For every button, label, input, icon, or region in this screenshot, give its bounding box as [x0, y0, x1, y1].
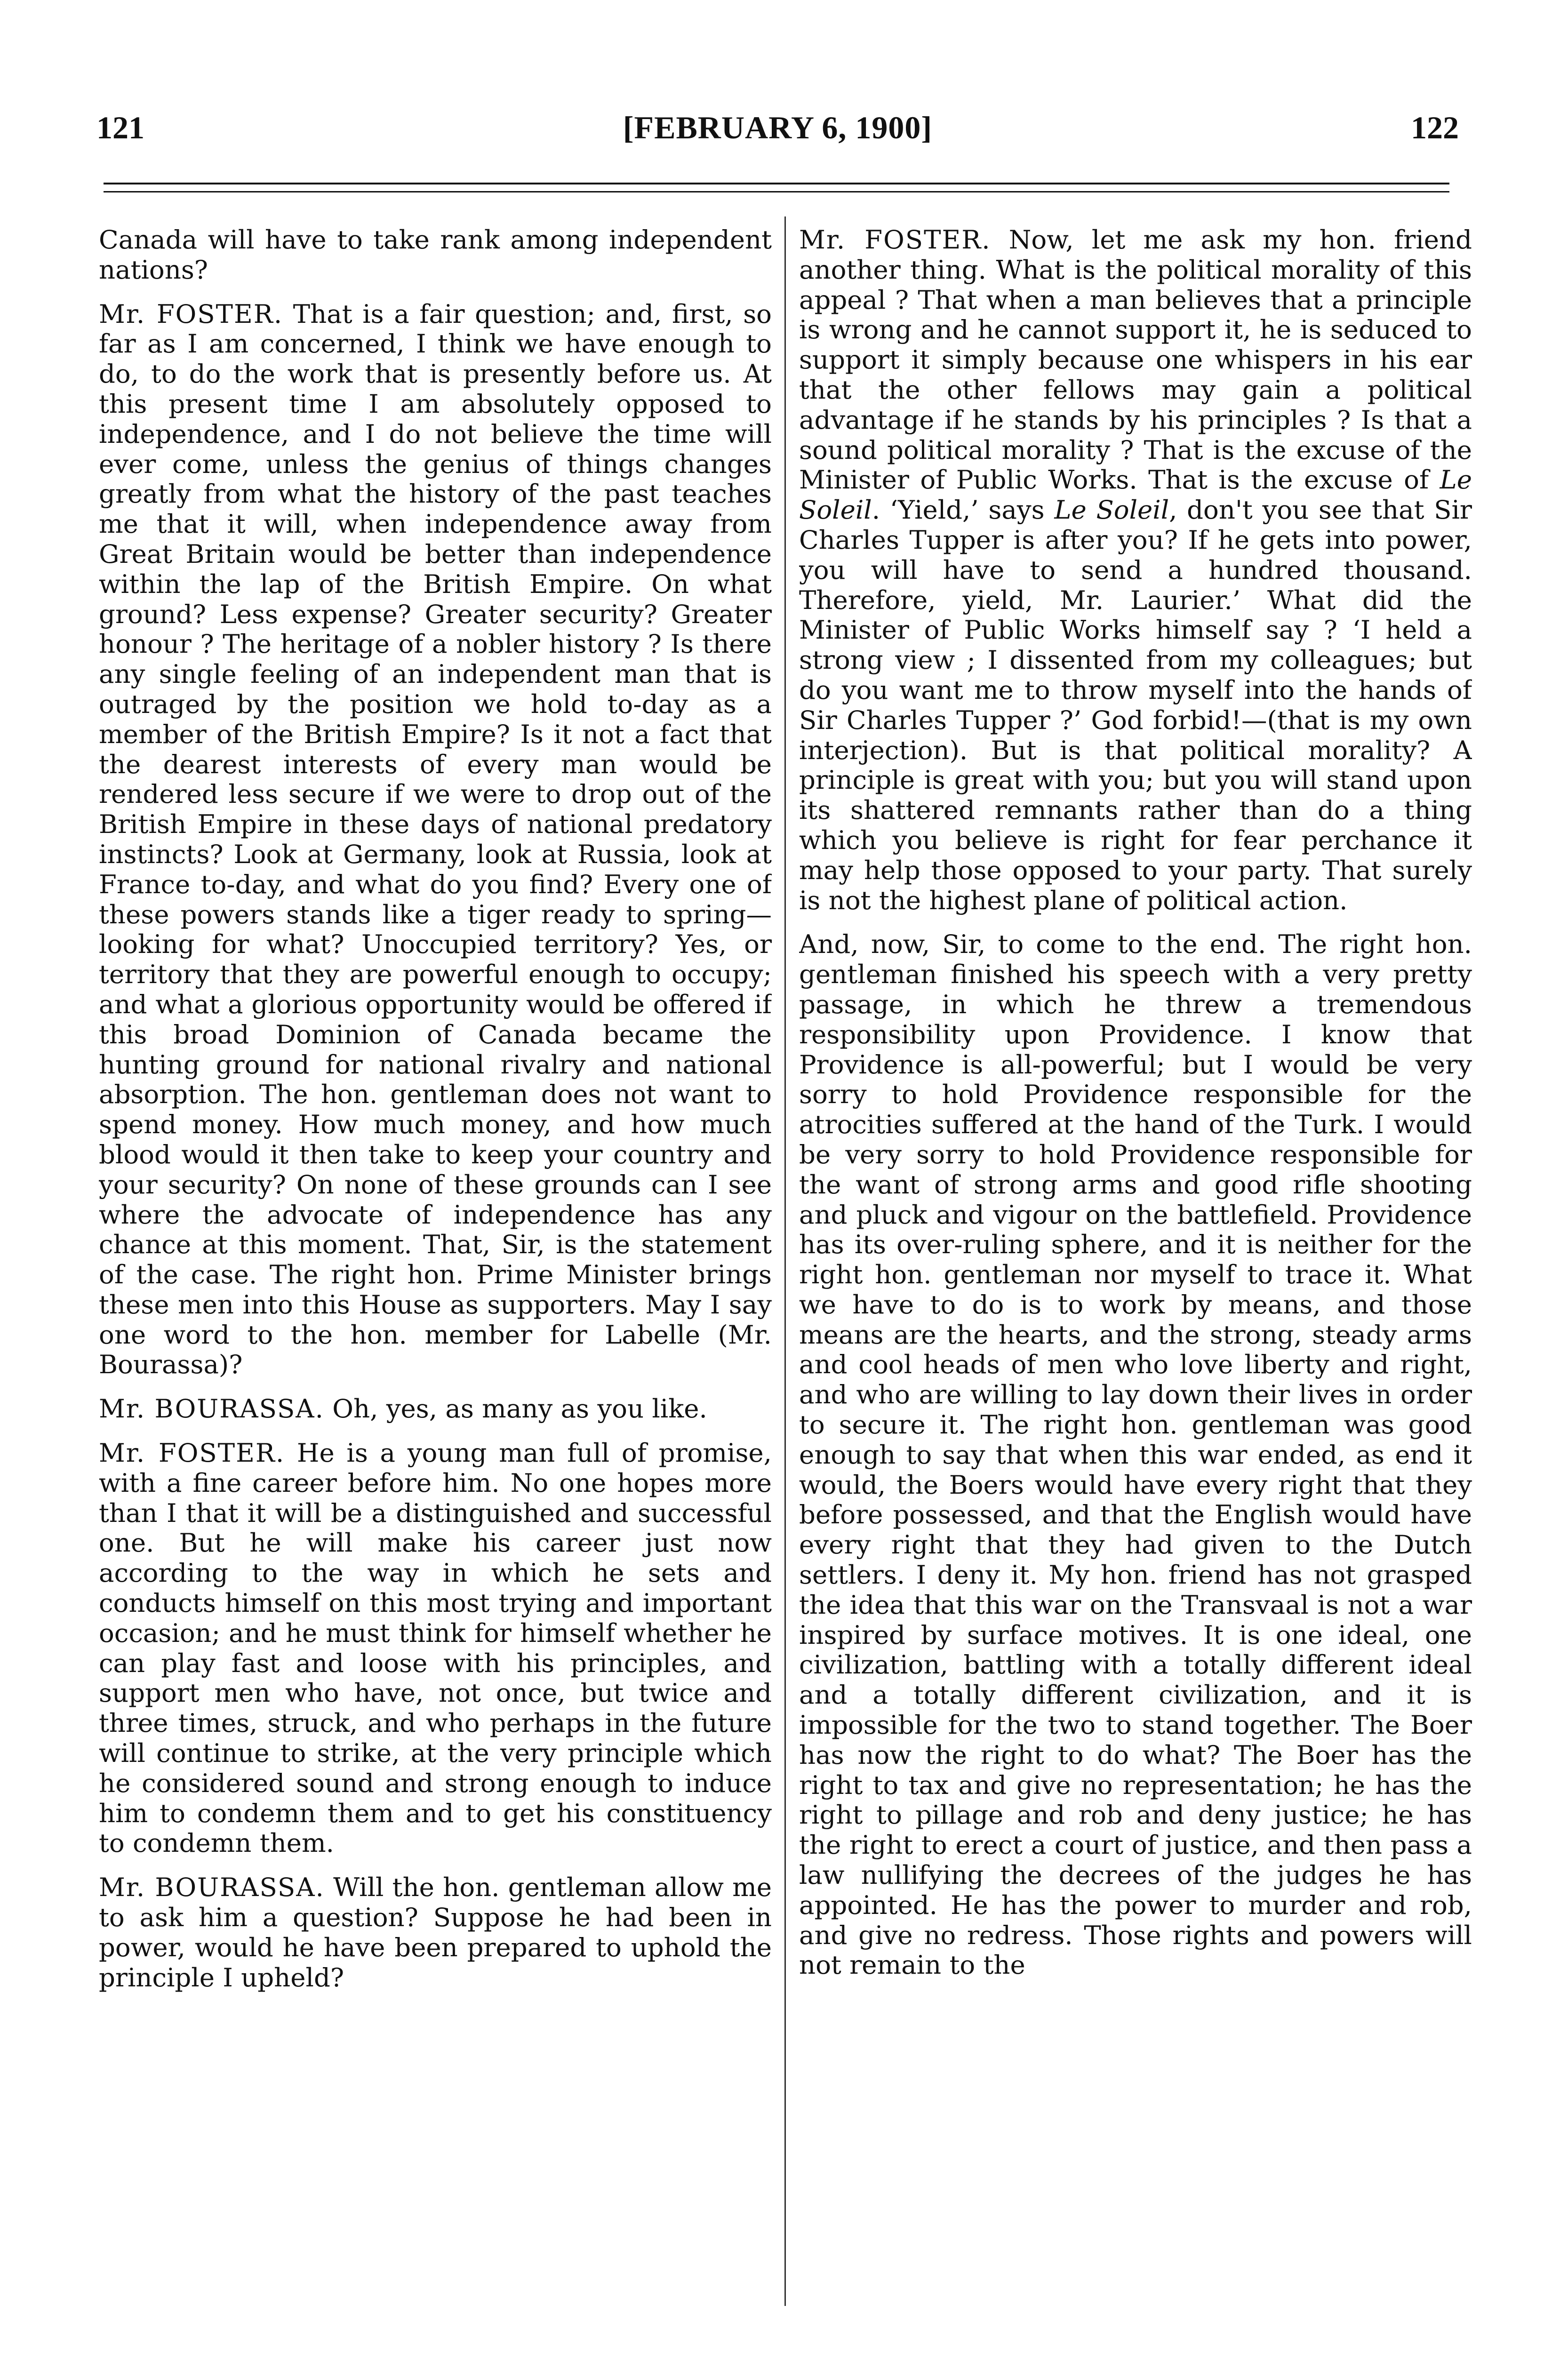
paragraph — [99, 225, 772, 285]
right-column — [799, 225, 1472, 2305]
speaker-name: Mr. FOSTER. — [799, 225, 991, 255]
paragraph-text: Canada will have to take rank among independent nations? — [99, 225, 772, 285]
paragraph-text: Will the hon. gentleman allow me to ask him a question? Suppose he had been in power, would he have been prepared to uphold the principle I upheld? — [99, 1872, 772, 1993]
speaker-name: Mr. BOURASSA. — [99, 1393, 324, 1424]
column-divider — [784, 216, 786, 2306]
header-rule-bottom — [104, 191, 1449, 192]
page-number-left: 121 — [96, 110, 144, 145]
paragraph — [99, 299, 772, 1380]
paragraph-text: That is a fair question; and, first, so far as I am concerned, I think we have enough to do, to do the work that is presently before us. At this present time I am absolutely opposed to independence, and I do not believe the time will ever come, unless the genius of things changes greatly from what the history of the past teaches me that it will, when independence away from Great Britain would be better than independence within the lap of the British Empire. On what ground? Less expense? Greater security? Greater honour ? The heritage of a nobler history ? Is there any single feeling of an independent man that is outraged by the position we hold to-day as a member of the British Empire? Is it not a fact that the dearest interests of every man would be rendered less secure if we were to drop out of the British Empire in these days of national predatory instincts? Look at Germany, look at Russia, look at France to-day, and what do you find? Every one of these powers stands like a tiger ready to spring—looking for what? Unoccupied territory? Yes, or territory that they are powerful enough to occupy; and what a glorious opportunity would be offered if this broad Dominion of Canada became the hunting ground for national rivalry and national absorption. The hon. gentleman does not want to spend money. How much money, and how much blood would it then take to keep your country and your security? On none of these grounds can I see where the advocate of independence has any chance at this moment. That, Sir, is the statement of the case. The right hon. Prime Minister brings these men into this House as supporters. May I say one word to the hon. member for Labelle (Mr. Bourassa)? — [99, 298, 772, 1380]
newspaper-name: Le Soleil — [799, 464, 1472, 525]
speaker-name: Mr. BOURASSA. — [99, 1872, 325, 1903]
paragraph — [99, 1438, 772, 1858]
paragraph-text: Oh, yes, as many as you like. — [324, 1393, 707, 1424]
newspaper-name: Le Soleil — [1054, 495, 1169, 525]
speaker-name: Mr. FOSTER. — [99, 1438, 285, 1468]
page-header — [96, 109, 1459, 152]
paragraph — [99, 1394, 772, 1424]
speaker-name: Mr. FOSTER. — [99, 298, 283, 329]
paragraph-text: . ‘Yield,’ says — [872, 495, 1055, 525]
paragraph — [799, 929, 1472, 1980]
paragraph — [799, 225, 1472, 915]
paragraph-text: Now, let me ask my hon. friend another thing. What is the political morality of this appeal ? That when a man believes that a principle is wrong and he cannot support it, he is seduced to support it simply because one whispers in his ear that the other fellows may gain a political advantage if he stands by his principles ? Is that a sound political morality ? That is the excuse of the Minister of Public Works. That is the excuse of — [799, 225, 1472, 495]
header-rule-top — [104, 183, 1449, 184]
page-number-right: 122 — [1411, 110, 1459, 145]
paragraph-text: And, now, Sir, to come to the end. The right hon. gentleman finished his speech with a very pretty passage, in which he threw a tremendous responsibility upon Providence. I know that Providence is all-powerful; but I would be very sorry to hold Providence responsible for the atrocities suffered at the hand of the Turk. I would be very sorry to hold Providence responsible for the want of strong arms and good rifle shooting and pluck and vigour on the battlefield. Providence has its over-ruling sphere, and it is neither for the right hon. gentleman nor myself to trace it. What we have to do is to work by means, and those means are the hearts, and the strong, steady arms and cool heads of men who love liberty and right, and who are willing to lay down their lives in order to secure it. The right hon. gentleman was good enough to say that when this war ended, as end it would, the Boers would have every right that they before possessed, and that the English would have every right that they had given to the Dutch settlers. I deny it. My hon. friend has not grasped the idea that this war on the Transvaal is not a war inspired by surface motives. It is one ideal, one civilization, battling with a totally different ideal and a totally different civilization, and it is impossible for the two to stand together. The Boer has now the right to do what? The Boer has the right to tax and give no representation; he has the right to pillage and rob and deny justice; he has the right to erect a court of justice, and then pass a law nullifying the decrees of the judges he has appointed. He has the power to murder and rob, and give no redress. Those rights and powers will not remain to the — [799, 929, 1472, 1980]
page-date: [FEBRUARY 6, 1900] — [623, 110, 933, 145]
paragraph-text: He is a young man full of promise, with a fine career before him. No one hopes more than I that it will be a distinguished and successful one. But he will make his career just now according to the way in which he sets and conducts himself on this most trying and important occasion; and he must think for himself whether he can play fast and loose with his principles, and support men who have, not once, but twice and three times, struck, and who perhaps in the future will continue to strike, at the very principle which he considered sound and strong enough to induce him to condemn them and to get his constituency to condemn them. — [99, 1438, 772, 1858]
left-column — [99, 225, 772, 2305]
paragraph-text: , don't you see that Sir Charles Tupper is after you? If he gets into power, you will have to send a hundred thousand. Therefore, yield, Mr. Laurier.’ What did the Minister of Public Works himself say ? ‘I held a strong view ; I dissented from my colleagues; but do you want me to throw myself into the hands of Sir Charles Tupper ?’ God forbid!—(that is my own interjection). But is that political morality? A principle is great with you; but you will stand upon its shattered remnants rather than do a thing which you believe is right for fear perchance it may help those opposed to your party. That surely is not the highest plane of political action. — [799, 495, 1472, 915]
paragraph — [99, 1873, 772, 1993]
